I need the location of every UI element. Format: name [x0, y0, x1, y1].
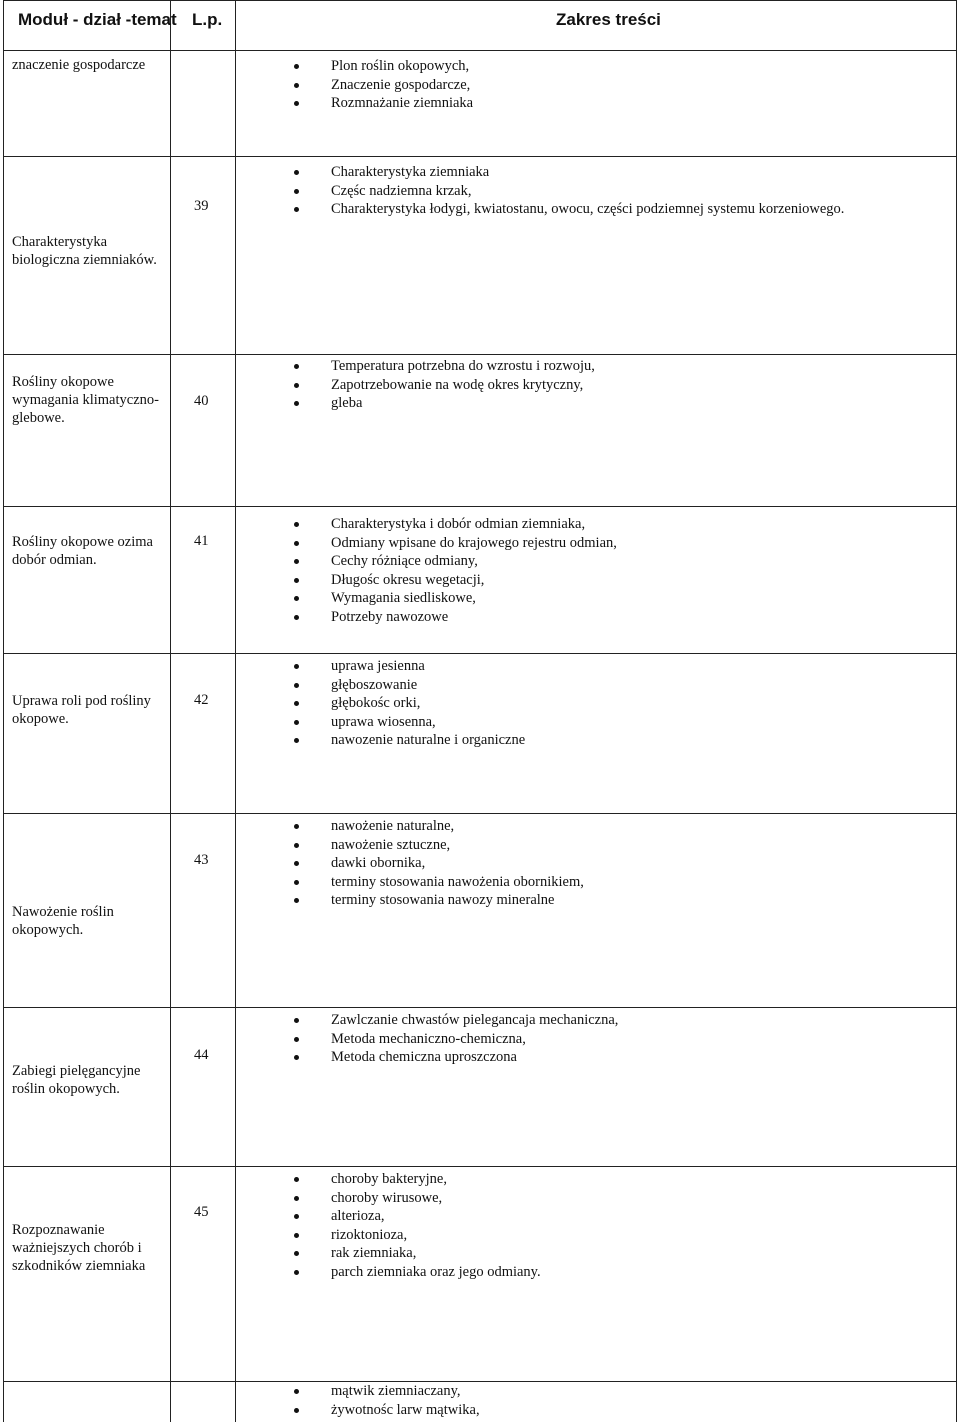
module-cell: Rośliny okopowe wymagania klimatyczno-glebowe.	[12, 374, 159, 426]
scope-list	[294, 515, 617, 627]
lesson-number: 40	[194, 393, 209, 409]
scope-item: Częśc nadziemna krzak,	[294, 182, 844, 201]
row-divider	[3, 1381, 957, 1382]
scope-item: Zapotrzebowanie na wodę okres krytyczny,	[294, 376, 595, 395]
scope-item: Temperatura potrzebna do wzrostu i rozwoju,	[294, 357, 595, 376]
scope-item: choroby bakteryjne,	[294, 1170, 541, 1189]
scope-list	[294, 163, 844, 219]
scope-item: Cechy różniące odmiany,	[294, 552, 617, 571]
header-lp: L.p.	[192, 10, 223, 29]
row-divider	[3, 354, 957, 355]
module-cell: Rośliny okopowe ozima dobór odmian.	[12, 534, 153, 568]
scope-item: nawozenie naturalne i organiczne	[294, 731, 525, 750]
scope-item: Rozmnażanie ziemniaka	[294, 94, 473, 113]
scope-item: Charakterystyka łodygi, kwiatostanu, owocu, części podziemnej systemu korzeniowego.	[294, 200, 844, 219]
scope-item: mątwik ziemniaczany,	[294, 1382, 480, 1401]
row-divider	[3, 1166, 957, 1167]
scope-list	[294, 357, 595, 413]
scope-item: Charakterystyka ziemniaka	[294, 163, 844, 182]
scope-item: uprawa wiosenna,	[294, 713, 525, 732]
lesson-number: 44	[194, 1047, 209, 1063]
scope-item: choroby wirusowe,	[294, 1189, 541, 1208]
row-divider	[3, 1007, 957, 1008]
row-divider	[3, 50, 957, 51]
scope-item: Długośc okresu wegetacji,	[294, 571, 617, 590]
module-cell: Zabiegi pielęgancyjne roślin okopowych.	[12, 1063, 141, 1097]
module-cell: Uprawa roli pod rośliny okopowe.	[12, 693, 151, 727]
row-divider	[3, 506, 957, 507]
lesson-number: 42	[194, 692, 209, 708]
row-divider	[3, 813, 957, 814]
header-module: Moduł - dział -temat	[18, 10, 177, 29]
scope-item: nawożenie sztuczne,	[294, 836, 584, 855]
scope-list	[294, 1382, 480, 1419]
header-scope: Zakres treści	[556, 10, 661, 29]
scope-item: parch ziemniaka oraz jego odmiany.	[294, 1263, 541, 1282]
scope-item: gleba	[294, 394, 595, 413]
column-divider	[170, 0, 171, 1422]
scope-list	[294, 1011, 618, 1067]
scope-item: Charakterystyka i dobór odmian ziemniaka,	[294, 515, 617, 534]
scope-item: nawożenie naturalne,	[294, 817, 584, 836]
module-cell: znaczenie gospodarcze	[12, 57, 146, 73]
column-divider	[235, 0, 236, 1422]
module-cell: Rozpoznawanie ważniejszych chorób i szkodników ziemniaka	[12, 1222, 146, 1274]
scope-item: Potrzeby nawozowe	[294, 608, 617, 627]
lesson-number: 45	[194, 1204, 209, 1220]
scope-list	[294, 657, 525, 750]
lesson-number: 41	[194, 533, 209, 549]
module-cell: Charakterystyka biologiczna ziemniaków.	[12, 234, 157, 268]
scope-item: alterioza,	[294, 1207, 541, 1226]
scope-list	[294, 57, 473, 113]
scope-item: Zawlczanie chwastów pielegancaja mechaniczna,	[294, 1011, 618, 1030]
scope-item: głęboszowanie	[294, 676, 525, 695]
scope-item: dawki obornika,	[294, 854, 584, 873]
row-divider	[3, 156, 957, 157]
scope-item: Plon roślin okopowych,	[294, 57, 473, 76]
scope-list	[294, 1170, 541, 1282]
scope-list	[294, 817, 584, 910]
scope-item: Metoda chemiczna uproszczona	[294, 1048, 618, 1067]
scope-item: uprawa jesienna	[294, 657, 525, 676]
scope-item: Metoda mechaniczno-chemiczna,	[294, 1030, 618, 1049]
scope-item: terminy stosowania nawożenia obornikiem,	[294, 873, 584, 892]
scope-item: terminy stosowania nawozy mineralne	[294, 891, 584, 910]
scope-item: rak ziemniaka,	[294, 1244, 541, 1263]
scope-item: Znaczenie gospodarcze,	[294, 76, 473, 95]
scope-item: żywotnośc larw mątwika,	[294, 1401, 480, 1420]
scope-item: Wymagania siedliskowe,	[294, 589, 617, 608]
lesson-number: 39	[194, 198, 209, 214]
scope-item: głębokośc orki,	[294, 694, 525, 713]
row-divider	[3, 653, 957, 654]
lesson-number: 43	[194, 852, 209, 868]
scope-item: rizoktonioza,	[294, 1226, 541, 1245]
module-cell: Nawożenie roślin okopowych.	[12, 904, 114, 938]
scope-item: Odmiany wpisane do krajowego rejestru odmian,	[294, 534, 617, 553]
